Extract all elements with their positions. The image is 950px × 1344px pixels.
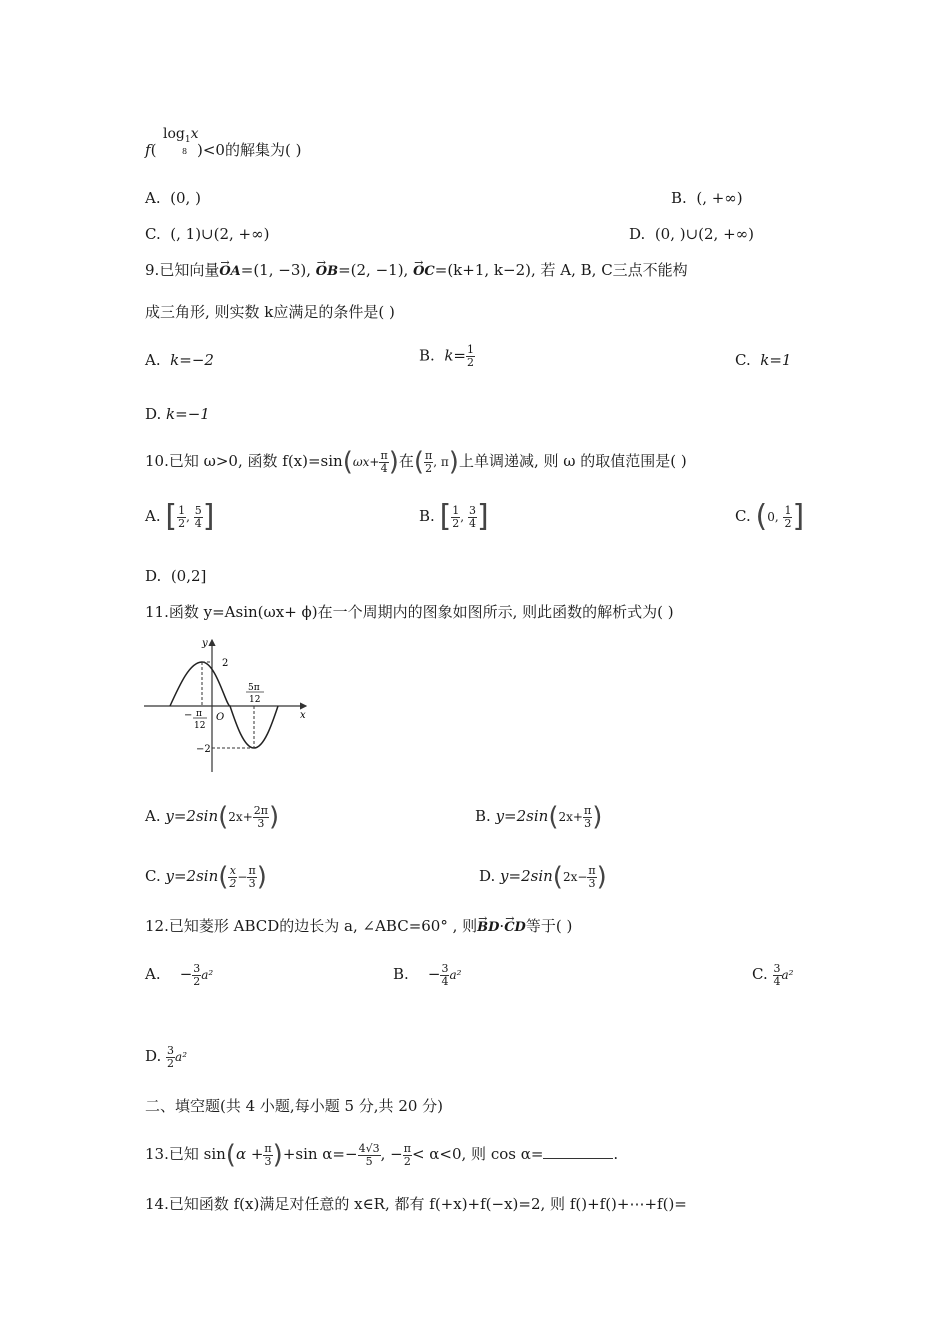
q12-option-c[interactable]: C. $\frac{3}{4}$ a² [752,961,794,988]
q9-line-2: 成三角形, 则实数 k应满足的条件是( ) [145,303,395,321]
y-axis-label: y [202,638,208,649]
ymax-label: 2 [222,658,229,669]
q10-option-b[interactable]: B. [ $\frac{1}{2}$ , $\frac{3}{4}$ ] [419,499,489,534]
origin-label: O [216,712,225,723]
left-den: 12 [194,721,206,731]
q11-stem: 11.函数 y=Asin(ωx+ ϕ)在一个周期内的图象如图所示, 则此函数的解析式为( ) [145,603,674,621]
q14-stem: 14.已知函数 f(x)满足对任意的 x∈R, 都有 f(+x)+f(−x)=2, 则 f()+f()+⋯+f()= [145,1195,687,1213]
q12-option-b[interactable]: B. − $\frac{3}{4}$ a² [393,961,462,988]
q10-option-d[interactable]: D. (0,2] [145,567,207,585]
q10-option-c[interactable]: C. (0, $\frac{1}{2}$ ] [735,499,805,534]
q11-option-c[interactable]: C. y=2sin( $\frac{x}{2}$ − $\frac{\pi}{3}$ ) [145,862,267,892]
right-den: 12 [249,695,261,705]
q13-stem: 13.已知 sin(α + $\frac{\pi}{3}$ )+sin α=− $\frac{4√3}{5}$ , − $\frac{\pi}{2}$ < α<0, 则 cos α= . [145,1140,619,1170]
q12-option-d[interactable]: D. $\frac{3}{2}$ a² [145,1043,188,1070]
q13-answer-blank[interactable] [543,1144,613,1159]
q11-sine-graph [140,634,320,776]
right-num: 5π [248,683,260,693]
q12-option-a[interactable]: A. − $\frac{3}{2}$ a² [145,961,214,988]
q8-option-d[interactable]: D. (0, )∪(2, +∞) [629,225,755,243]
q8-option-c[interactable]: C. (, 1)∪(2, +∞) [145,225,270,243]
q10-option-a[interactable]: A. [ $\frac{1}{2}$ , $\frac{5}{4}$ ] [145,499,215,534]
left-sign: − [184,710,193,721]
q11-option-a[interactable]: A. y=2sin(2x+ $\frac{2\pi}{3}$ ) [145,802,280,832]
q9-option-a[interactable]: A. k=−2 [145,351,214,369]
q11-option-d[interactable]: D. y=2sin(2x− $\frac{\pi}{3}$ ) [479,862,607,892]
exam-page: $\log_1x$ 8 f( )<0的解集为( ) A. (0, ) B. (, +∞) C. (, 1)∪(2, +∞) D. (0, )∪(2, +∞) 9.已知向量→ OA=(1, −3), → OB=(2, −1), → OC=(k+1, k−2), 若 A, B, C三点不能构 成三角形, 则实数 k应满足的条件是( ) A. k=−2 B. k= $\frac{1}{2}$ C. k=1 D. k=−1 10.已知 ω>0, 函数 f(x)=sin(ωx+ $\frac{\pi}{4}$ )在( $\frac{\pi}{2}$ , π)上单调递减, 则 ω 的取值范围是( ) A. [ $\frac{1}{2}$ , $\frac{5}{4}$ ] B. [ $\frac{1}{2}$ , $\frac{3}{4}$ ] C. (0, $\frac{1}{2}$ ] D. (0,2] 11.函数 y=Asin(ωx+ ϕ)在一个周期内的图象如图所示, 则此函数的解析式为( ) y x O 2 −2 − π 12 5π 12 A. y=2sin(2x+ $\frac{2\pi}{3}$ ) B. y=2sin(2x+ $\frac{\pi}{3}$ ) C. y=2sin( $\frac{x}{2}$ − $\frac{\pi}{3}$ ) D. y=2sin(2x− $\frac{\pi}{3}$ ) 12.已知菱形 ABCD的边长为 a, ∠ABC=60° , 则→ BD·→ CD等于( ) A. − $\frac{3}{2}$ a² B. − $\frac{3}{4}$ a² C. $\frac{3}{4}$ a² D. $\frac{3}{2}$ a² 二、填空题(共 4 小题,每小题 5 分,共 20 分) 13.已知 sin(α + $\frac{\pi}{3}$ )+sin α=− $\frac{4√3}{5}$ , − $\frac{\pi}{2}$ < α<0, 则 cos α= . 14.已知函数 f(x)满足对任意的 x∈R, 都有 f(+x)+f(−x)=2, 则 f()+f()+⋯+f()= [0,0,950,1344]
q8-option-b[interactable]: B. (, +∞) [671,189,743,207]
q11-option-b[interactable]: B. y=2sin(2x+ $\frac{\pi}{3}$ ) [475,802,603,832]
section-heading: 二、填空题(共 4 小题,每小题 5 分,共 20 分) [145,1097,444,1115]
q9-option-d[interactable]: D. k=−1 [145,405,210,423]
q9-option-b[interactable]: B. k= $\frac{1}{2}$ [419,343,475,369]
x-axis-label: x [300,710,306,721]
q8-option-a[interactable]: A. (0, ) [145,189,201,207]
q8-log: $\log_1x$ [163,126,199,145]
q9-line-1: 9.已知向量→ OA=(1, −3), → OB=(2, −1), → OC=(k+1, k−2), 若 A, B, C三点不能构 [145,260,688,282]
q10-stem: 10.已知 ω>0, 函数 f(x)=sin(ωx+ $\frac{\pi}{4}$ )在( $\frac{\pi}{2}$ , π)上单调递减, 则 ω 的取值范围是( ) [145,447,687,477]
q12-stem: 12.已知菱形 ABCD的边长为 a, ∠ABC=60° , 则→ BD·→ CD等于( ) [145,916,572,938]
ymin-label: −2 [196,744,211,755]
q9-b-fraction: $\frac{1}{2}$ [467,343,475,369]
sine-curve [170,662,278,748]
q9-option-c[interactable]: C. k=1 [735,351,792,369]
left-num: π [196,709,202,719]
